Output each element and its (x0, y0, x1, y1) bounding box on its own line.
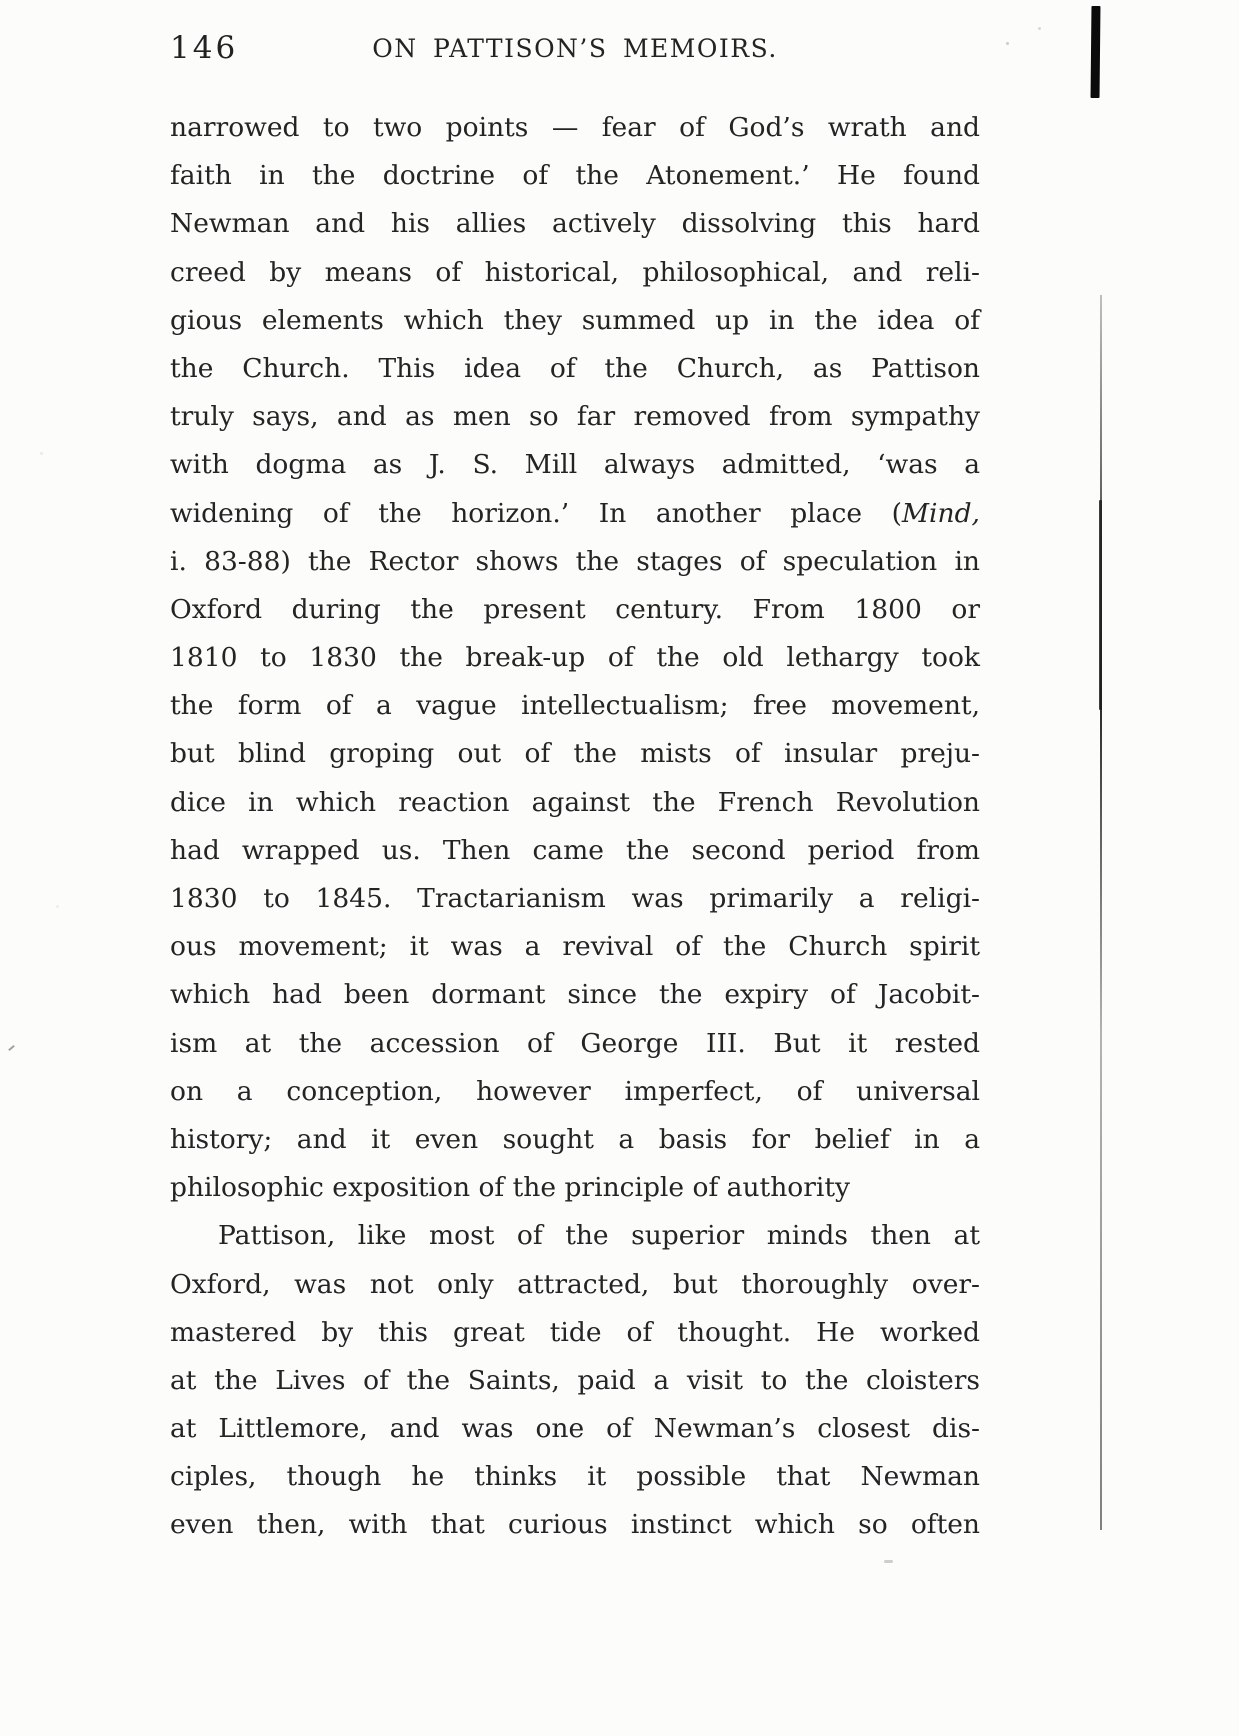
text-block (170, 104, 980, 1550)
text-line: but blind groping out of the mists of insular preju- (170, 738, 980, 770)
text-line: ous movement; it was a revival of the Church spirit (170, 931, 980, 963)
text-line: gious elements which they summed up in the idea of (170, 304, 980, 336)
scan-artifact-speck (884, 1560, 893, 1563)
text-line: on a conception, however imperfect, of universal (170, 1075, 980, 1107)
text-line: history; and it even sought a basis for belief in a (170, 1123, 980, 1155)
text-line: Oxford, was not only attracted, but thoroughly over- (170, 1268, 980, 1300)
text-line: dice in which reaction against the French Revolution (170, 786, 980, 818)
text-line: ciples, though he thinks it possible that Newman (170, 1461, 980, 1493)
text-line: Oxford during the present century. From 1800 or (170, 593, 980, 625)
scan-artifact-top-bar (1091, 6, 1101, 98)
italic-text: Mind, (901, 497, 980, 529)
text-segment: widening of the horizon.’ In another place ( (170, 497, 902, 529)
text-line: 1830 to 1845. Tractarianism was primarily a religi- (170, 883, 980, 914)
scan-artifact-speck (8, 1045, 15, 1051)
text-line: truly says, and as men so far removed from sympathy (170, 401, 980, 433)
text-line: i. 83-88) the Rector shows the stages of speculation in (170, 545, 980, 577)
text-line: the form of a vague intellectualism; free movement, (170, 690, 980, 722)
text-line: narrowed to two points — fear of God’s wrath and (170, 112, 980, 143)
text-line: the Church. This idea of the Church, as Pattison (170, 352, 980, 384)
text-line: which had been dormant since the expiry of Jacobit- (170, 979, 980, 1011)
running-title: ON PATTISON’S MEMOIRS. (372, 34, 778, 63)
text-line: Newman and his allies actively dissolving this hard (170, 208, 980, 240)
text-line: at the Lives of the Saints, paid a visit to the cloisters (170, 1364, 980, 1396)
text-line: faith in the doctrine of the Atonement.’ He found (170, 160, 980, 192)
page-header (170, 30, 980, 74)
scan-artifact-edge-dark (1099, 500, 1102, 710)
page-number: 146 (170, 30, 239, 66)
text-line: had wrapped us. Then came the second period from (170, 834, 980, 866)
text-line: mastered by this great tide of thought. He worked (170, 1316, 980, 1348)
text-line: Pattison, like most of the superior minds then at (218, 1220, 980, 1252)
text-line: creed by means of historical, philosophical, and reli- (170, 256, 980, 288)
text-line: at Littlemore, and was one of Newman’s closest dis- (170, 1413, 980, 1445)
scan-artifact-speck (40, 452, 43, 455)
text-line: 1810 to 1830 the break-up of the old lethargy took (170, 642, 980, 674)
text-line: with dogma as J. S. Mill always admitted, ‘was a (170, 449, 980, 481)
scan-artifact-speck (1038, 27, 1041, 30)
text-line: philosophic exposition of the principle of authority (170, 1172, 850, 1204)
text-line: ism at the accession of George III. But it rested (170, 1027, 980, 1059)
text-line: even then, with that curious instinct which so often (170, 1509, 980, 1541)
scan-artifact-speck (56, 905, 59, 908)
scan-artifact-edge-line (1100, 295, 1102, 1530)
scan-artifact-speck (1006, 42, 1009, 45)
text-line (170, 490, 980, 538)
